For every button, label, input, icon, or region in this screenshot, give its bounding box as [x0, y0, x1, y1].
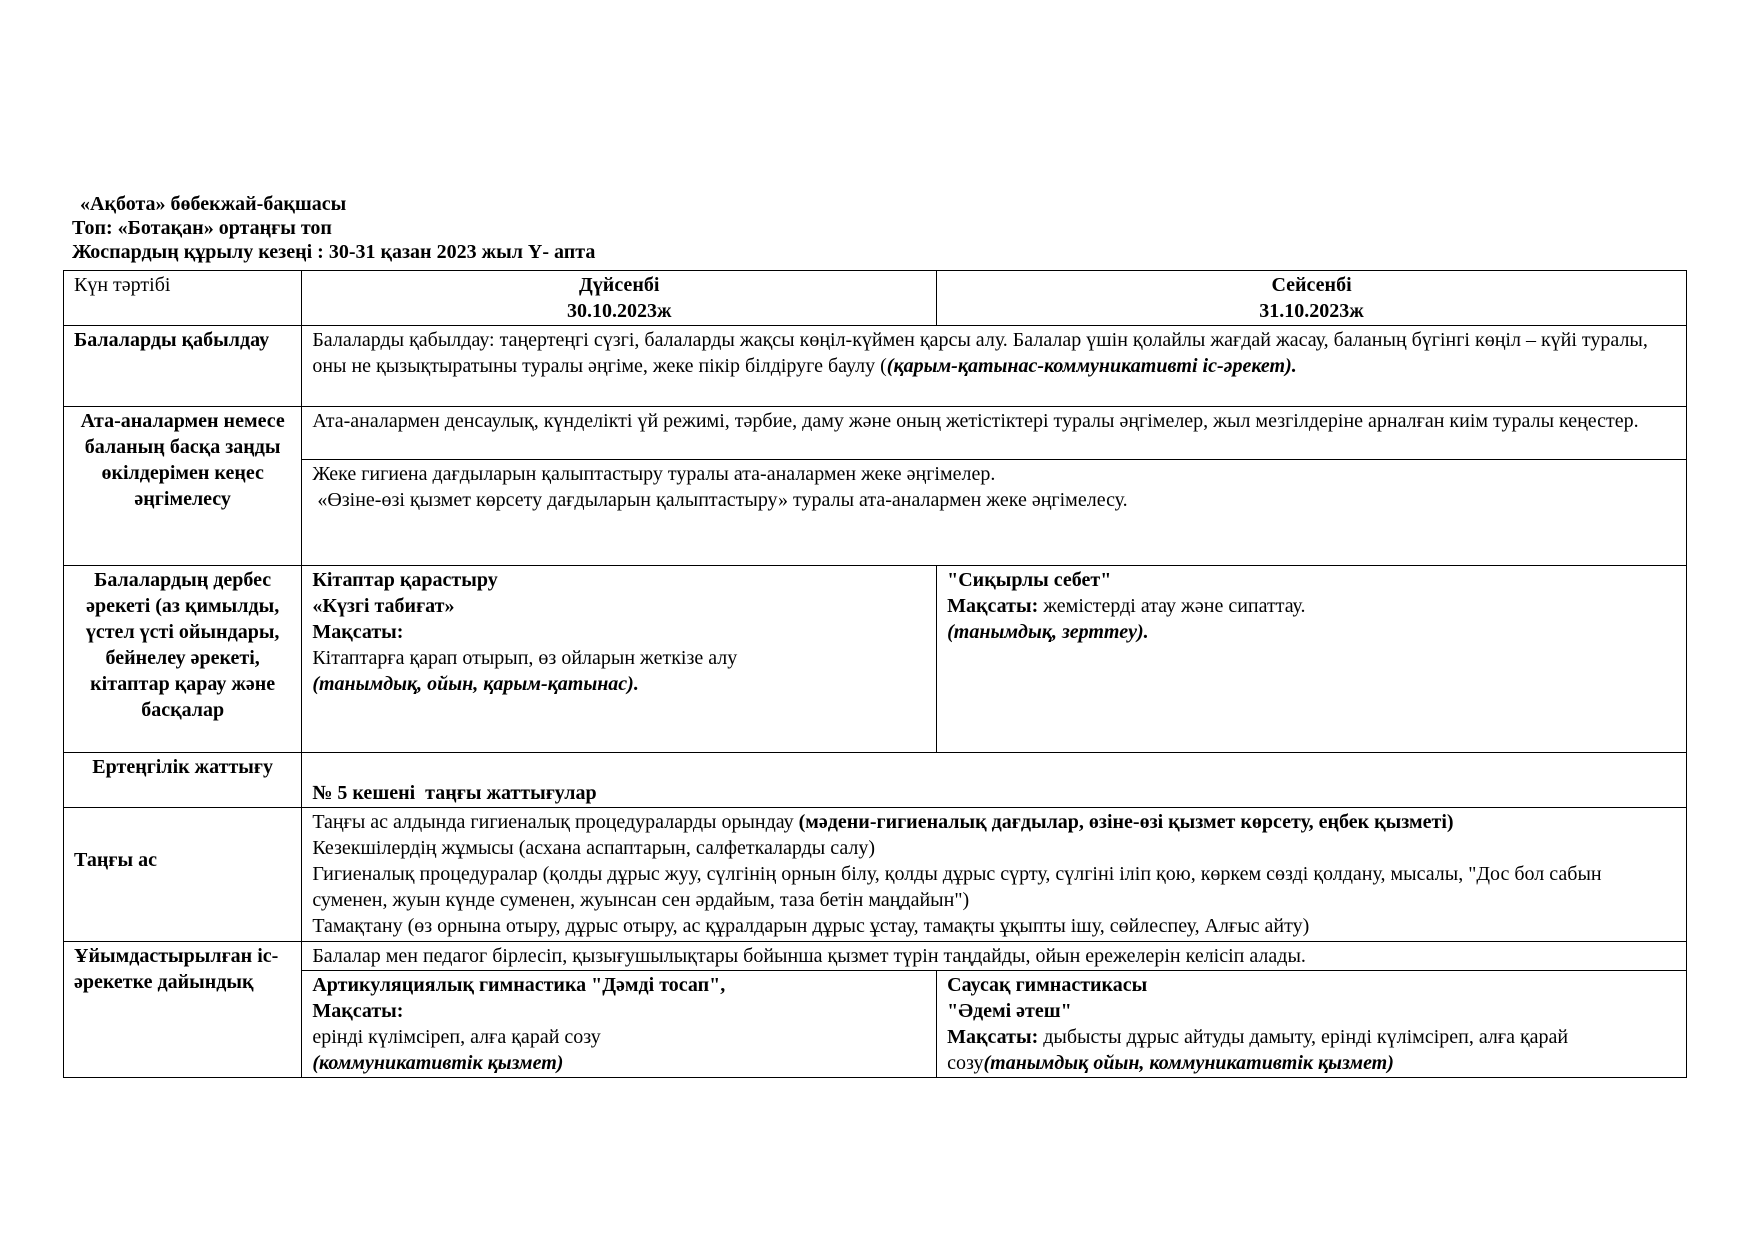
- independent-tue-goal-label: Мақсаты:: [947, 595, 1039, 617]
- row-parents-1: [64, 407, 1687, 460]
- preparation-tuesday: [937, 971, 1687, 1078]
- row-morning-exercise: [64, 753, 1687, 808]
- parents-text-3: «Өзіне-өзі қызмет көрсету дағдыларын қалыптастыру» туралы ата-аналармен жеке әңгімелесу.: [312, 489, 1128, 511]
- reception-tags: (қарым-қатынас-коммуникативті іс-әрекет).: [886, 355, 1297, 377]
- plan-period: Жоспардың құрылу кезеңі : 30-31 қазан 2023 жыл Ү- апта: [72, 241, 596, 263]
- reception-content: [302, 326, 1687, 407]
- row-preparation-2: [64, 971, 1687, 1078]
- independent-tue-title: "Сиқырлы себет": [947, 569, 1112, 591]
- breakfast-line-2: Кезекшілердің жұмысы (асхана аспаптарын, салфеткаларды салу): [312, 837, 876, 859]
- exercise-text: № 5 кешені таңғы жаттығулар: [312, 782, 597, 804]
- breakfast-line-1-tags: (мәдени-гигиеналық дағдылар, өзіне-өзі қызмет көрсету, еңбек қызметі): [798, 811, 1454, 833]
- exercise-content: [302, 753, 1687, 808]
- row-reception: [64, 326, 1687, 407]
- column-header-monday: [302, 271, 937, 326]
- kindergarten-name: «Ақбота» бөбекжай-бақшасы: [80, 193, 347, 215]
- preparation-mon-goal-label: Мақсаты:: [312, 1000, 404, 1022]
- independent-tue-tags: (танымдық, зерттеу).: [947, 621, 1149, 643]
- preparation-mon-title: Артикуляциялық гимнастика "Дәмді тосап",: [312, 974, 726, 996]
- breakfast-line-1: Таңғы ас алдында гигиеналық процедураларды орындау: [312, 811, 799, 833]
- preparation-monday: [302, 971, 937, 1078]
- parents-text-2: Жеке гигиена дағдыларын қалыптастыру туралы ата-аналармен жеке әңгімелер.: [312, 463, 996, 485]
- row-preparation-1: [64, 942, 1687, 971]
- independent-mon-subtitle: «Күзгі табиғат»: [312, 595, 455, 617]
- tuesday-date: 31.10.2023ж: [1259, 300, 1364, 322]
- preparation-tue-tags: (танымдық ойын, коммуникативтік қызмет): [983, 1052, 1394, 1074]
- preparation-tue-subtitle: "Әдемі әтеш": [947, 1000, 1072, 1022]
- independent-mon-goal: Кітаптарға қарап отырып, өз ойларын жеткізе алу: [312, 647, 738, 669]
- preparation-tue-goal-label: Мақсаты:: [947, 1026, 1039, 1048]
- row-label-independent: Балалардың дербес әрекеті (аз қимылды, үстел үсті ойындары, бейнелеу әрекеті, кітаптар қарау және басқалар: [64, 566, 302, 753]
- table-header-row: [64, 271, 1687, 326]
- row-label-parents: Ата-аналармен немесе баланың басқа заңды өкілдерімен кеңес әңгімелесу: [64, 407, 302, 566]
- breakfast-line-4: Тамақтану (өз орнына отыру, дұрыс отыру, ас құралдарын дұрыс ұстау, тамақты ұқыпты ішу, сөйлеспеу, Алғыс айту): [312, 915, 1310, 937]
- reception-text: Балаларды қабылдау: таңертеңгі сүзгі, балаларды жақсы көңіл-күймен қарсы алу. Балалар үшін қолайлы жағдай жасау, баланың бүгінгі көңіл – күйі туралы, оны не қызықтыратыны туралы әңгіме, жеке пікір білдіруге баулу (: [312, 329, 1648, 377]
- row-independent-activity: [64, 566, 1687, 753]
- preparation-tue-goal: дыбысты дұрыс айтуды дамыту, ерінді күлімсіреп, алға қарай созу: [947, 1026, 1569, 1074]
- preparation-mon-goal: ерінді күлімсіреп, алға қарай созу: [312, 1026, 601, 1048]
- preparation-mon-tags: (коммуникативтік қызмет): [312, 1052, 564, 1074]
- document-header: [72, 192, 1692, 264]
- monday-date: 30.10.2023ж: [566, 300, 672, 322]
- monday-name: Дүйсенбі: [579, 274, 660, 296]
- group-name: Топ: «Ботақан» ортаңғы топ: [72, 217, 332, 239]
- row-breakfast: [64, 808, 1687, 942]
- row-label-preparation: Ұйымдастырылған іс-әрекетке дайындық: [64, 942, 302, 1078]
- row-label-reception: Балаларды қабылдау: [64, 326, 302, 407]
- tuesday-name: Сейсенбі: [1271, 274, 1352, 296]
- row-label-breakfast: Таңғы ас: [64, 808, 302, 942]
- independent-mon-tags: (танымдық, ойын, қарым-қатынас).: [312, 673, 639, 695]
- column-header-schedule: [64, 271, 302, 326]
- breakfast-content: [302, 808, 1687, 942]
- independent-mon-goal-label: Мақсаты:: [312, 621, 404, 643]
- parents-content-1: Ата-аналармен денсаулық, күнделікті үй режимі, тәрбие, даму және оның жетістіктері туралы әңгімелер, жыл мезгілдеріне арналған киім туралы кеңестер.: [302, 407, 1687, 460]
- preparation-content: Балалар мен педагог бірлесіп, қызығушылықтары бойынша қызмет түрін таңдайды, ойын ережелерін келісіп алады.: [302, 942, 1687, 971]
- schedule-label: Күн тәртібі: [74, 274, 171, 296]
- parents-content-2: [302, 460, 1687, 566]
- breakfast-line-3: Гигиеналық процедуралар (қолды дұрыс жуу, сүлгінің орнын білу, қолды дұрыс сүрту, сүлгіні іліп қою, көркем сөзді қолдану, мысалы, "Дос бол сабын суменен, жуын күнде суменен, жуынсан сен әрдайым, таза бетін маңдайын"): [312, 863, 1602, 911]
- independent-tuesday: [937, 566, 1687, 753]
- independent-mon-title: Кітаптар қарастыру: [312, 569, 498, 591]
- column-header-tuesday: [937, 271, 1687, 326]
- row-label-exercise: Ертеңгілік жаттығу: [64, 753, 302, 808]
- independent-tue-goal: жемістерді атау және сипаттау.: [1038, 595, 1306, 617]
- row-parents-2: [64, 460, 1687, 566]
- schedule-table: [63, 270, 1687, 1078]
- independent-monday: [302, 566, 937, 753]
- preparation-tue-title: Саусақ гимнастикасы: [947, 974, 1148, 996]
